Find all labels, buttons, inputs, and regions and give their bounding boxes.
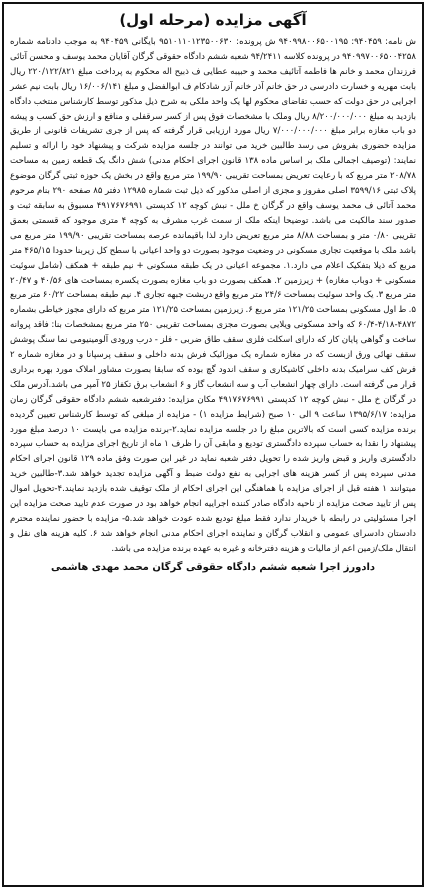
- notice-title: آگهی مزایده (مرحله اول): [119, 11, 307, 29]
- notice-body: ش نامه: ۹۴۰۴۵۹: ۹۴۰۹۹۸۰۰۶۵۰۰۱۹۵ ش پرونده: ۹۵۱۰۱۱۰۱۲۳۵۰۰۶۳۰ بایگانی ۹۴۰۴۵۹ به موجب دادنامه شماره ۹۴۰۹۹۷۰۰۶۵۰۰۴۲۵۸ در پرونده کلاسه ۹۴/۲۴۱۱ شعبه ششم دادگاه حقوقی گرگان آقایان محمد یوسف و محسن آتائی فرزندان محمد و خانم ها فاطمه آتائیف محمد و حبیبه عطایی ف ذبیح اله محکوم به پرداخت مبلغ ۲۲۰/۱۲۲/۸۲۱ ریال بابت مهریه و خسارت دادرسی در حق خانم آذر خانم آزر شادکام ف ابوالفضل و مبلغ ۱۶/۰۰۶/۱۴۱ ریال بابت نیم عشر اجرایی در حق دولت که حسب تقاضای محکوم لها یک واحد ملکی به شرح ذیل مذکور توسط کارشناس منتخب دادگاه بازدید به مبلغ ۸/۲۰۰/۰۰۰/۰۰۰ ریال وملک با مشخصات فوق پس از کسر سرقفلی و منافع و ارزش حق کسب و پیشه دو باب مغازه برابر مبلغ ۷/۰۰۰/۰۰۰/۰۰۰ ریال مورد ارزیابی قرار گرفته که پس از جری تشریفات قانونی از طریق مزایده حضوری بفروش می رسد طالبین خرید می توانند در جلسه مزایده شرکت و پیشنهاد خود را ارائه و تسلیم نمایند: (توصیف اجمالی ملک بر اساس ماده ۱۳۸ قانون اجرای احکام مدنی) شش دانگ یک قطعه زمین به مساحت ۲۰۸/۷۸ متر مربع که با رعایت تعریض بمساحت تقریبی ۱۹۹/۹۰ متر مربع واقع در بخش یک حوزه ثبتی گرگان موضوع پلاک ثبتی ۳۵۹۹/۱۶ اصلی مفروز و مجزی از اصلی مذکور که ذیل ثبت شماره ۱۲۹۸۵ دفتر ۸۵ صفحه ۲۹۰ بنام مرحوم محمد آتائی ف محمد یوسف واقع در گرگان خ ملل - نبش کوچه ۱۲ کدپستی ۴۹۱۷۶۷۶۹۹۱ مسبوق به سابقه ثبت و صدور سند مالکیت می باشد. توضیحا اینکه ملک از سمت غرب مشرف به کوچه ۴ متری موجود که قسمتی بعمق تقریبی ۰/۸۰ متر و بمساحت ۸/۸۸ متر مربع تعریض دارد لذا باقیمانده عرصه بمساحت تقریبی ۱۹۹/۹۰ متر مربع می باشد ملک با موقعیت تجاری مسکونی در وضعیت موجود بصورت دو واحد اعیانی با سطح کل زیربنا حدودا ۴۶۵/۱۵ متر مربع که ذیلا بتفکیک اعلام می دارد.۱. مجموعه اعیانی در یک طبقه مسکونی + نیم طبقه + همکف (شامل سوئیت مسکونی + دوباب مغازه) + زیرزمین ۲. همکف بصورت دو باب مغازه بصورت یکسره بمساحت های ۴۰/۵۶ و ۲۰/۴۷ متر مربع ۳. یک واحد سوئیت بمساحت ۲۴/۶ متر مربع واقع دربشت جبهه تجاری ۴. نیم طبقه بمساحت ۶۰/۲۲ متر مربع ۵. ط اول مسکونی بمساحت ۱۲۱/۲۵ متر مربع ۶. زیرزمین بمساحت ۱۲۱/۲۵ متر مربع که دارای مجوز خیاطی بشماره ۴۸۷۲-۴/۱۸-۶۰/۴ که واحد مسکونی ویلایی بصورت مجزی بمساحت تقریبی ۲۵۰ متر مربع بمشخصات بنا: فاقد پروانه ساخت و گواهی پایان کار که دارای اسکلت فلزی سقف طاق ضربی - فلز - درب ورودی آلومینیومی نما سنگ پوشش سقف نهائی ورق ازبست که در مغازه شماره یک موزائیک فرش بدنه داخلی و سقف پرسپانا و در مغازه شماره ۲ فرش کف سرامیک بدنه داخلی کاشیکاری و سقف اندود گچ بوده که سابقا بصورت مشاور املاک مورد بهره برداری قرار می گرفته است. دارای چهار انشعاب آب و سه انشعاب گاز و ۶ انشعاب برق تکفاز ۲۵ آمپر می باشد.آدرس ملک در گرگان خ ملل - نبش کوچه ۱۲ کدپستی ۴۹۱۷۶۷۶۹۹۱ مکان مزایده: دفترشعبه ششم دادگاه حقوقی گرگان زمان مزایده: ۱۳۹۵/۶/۱۷ ساعت ۹ الی ۱۰ صبح (شرایط مزایده ۱) - مزایده از مبلغی که توسط کارشناس تعیین گردیده برنده مزایده کسی است که بالاترین مبلغ را در جلسه مزایده نماید.۲-برنده مزایده می بایست ۱۰ درصد مبلغ مورد پیشنهاد را نقدا به حساب سپرده دادگستری تودیع و مابقی آن را ظرف ۱ ماه از تاریخ اجرای مزایده به حساب سپرده دادگستری واریز و قبض واریز شده را تحویل دفتر شعبه نماید در غیر این صورت وفق ماده ۱۲۹ قانون اجرای احکام مدنی سپرده پس از کسر هزینه های اجرایی به نفع دولت ضبط و آگهی مزایده تجدید خواهد شد.۳-طالبین خرید میتوانند ۱ هفته قبل از اجرای مزایده با هماهنگی این اجرای احکام از ملک توقیف شده بازدید نمایند.۴-تحویل اموال پس از تایید صحت مزایده از ناحیه دادگاه صادر کننده اجراییه انجام خواهد بود در صورت عدم تایید صحت مزایده این اجرا مسئولیتی در رابطه با خریدار ندارد فقط مبلغ تودیع شده عودت خواهد شد.۵- مزایده با حضور نماینده محترم دادستان دادسرای عمومی و انقلاب گرگان و نماینده اجرای احکام مدنی انجام خواهد شد ۶. کلیه هزینه های نقل و انتقال ملک/زمین اعم از مالیات و هزینه دفترخانه و غیره به عهده برنده مزایده می باشد.: [10, 37, 417, 554]
- notice-signature: دادورز اجرا شعبه ششم دادگاه حقوقی گرگان محمد مهدی هاشمی: [50, 561, 376, 573]
- auction-notice: [2, 2, 424, 887]
